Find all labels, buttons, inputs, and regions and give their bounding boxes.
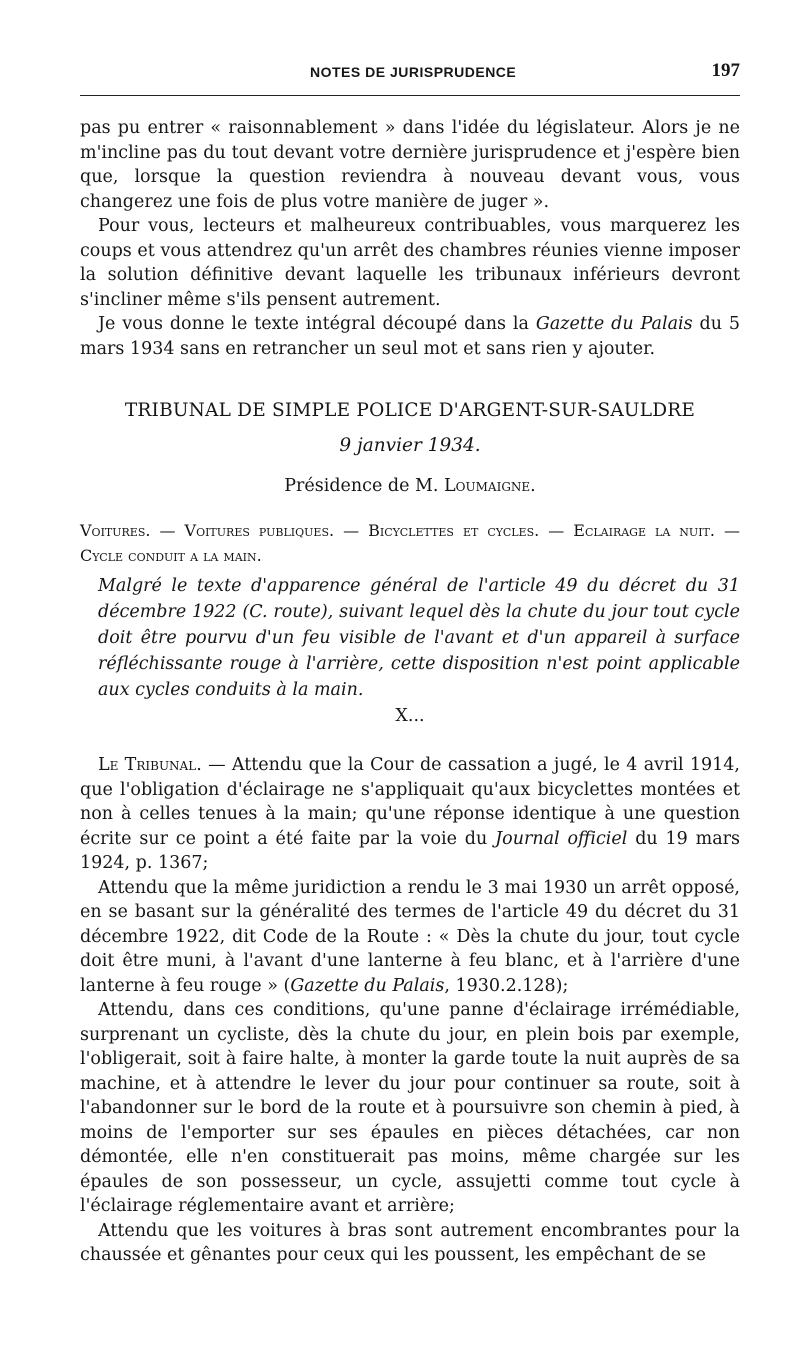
intro-p3-text: Je vous donne le texte intégral découpé dans la [98, 314, 536, 334]
page-header [80, 60, 740, 84]
judgment-paragraph-3: Attendu, dans ces conditions, qu'une panne d'éclairage irrémédiable, surprenant un cycliste, dès la chute du jour, en plein bois par exemple, l'obligerait, soit à faire halte, à monter la garde toute la nuit auprès de sa machine, et à attendre le lever du jour pour continuer sa route, soit à l'abandonner sur le bord de la route et à poursuivre son chemin à pied, à moins de l'emporter sur ses épaules en pièces détachées, car non démontée, elle n'en constituerait pas moins, même chargée sur les épaules de son possesseur, un cycle, assujetti comme tout cycle à l'éclairage réglementaire avant et arrière; [80, 1000, 740, 1216]
case-summary: Malgré le texte d'apparence général de l'article 49 du décret du 31 décembre 1922 (C. route), suivant lequel dès la chute du jour tout cycle doit être pourvu d'un feu visible de l'avant et d'un appareil à surface réfléchissante rouge à l'arrière, cette disposition n'est point applicable aux cycles conduits à la main. [98, 576, 740, 700]
tribunal-label: Le Tribunal. [98, 755, 202, 775]
intro-section [80, 116, 740, 361]
page-number: 197 [711, 60, 740, 81]
gazette-citation: Gazette du Palais [290, 975, 445, 996]
judgment-p1-text-end: du 19 mars 1924, p. 1367; [80, 828, 740, 873]
subject-keywords: Voitures. — Voitures publiques. — Bicyclettes et cycles. — Eclairage la nuit. — Cycle conduit a la main. [80, 521, 740, 565]
presidence-prefix: Présidence de M. [284, 476, 445, 496]
court-name: TRIBUNAL DE SIMPLE POLICE D'ARGENT-SUR-SAULDRE [124, 400, 696, 421]
header-rule [80, 95, 740, 96]
judgment-p2-text-end: , 1930.2.128); [444, 975, 569, 996]
judgment-paragraph-1 [80, 753, 740, 876]
decision-date: 9 janvier 1934. [339, 435, 481, 456]
intro-paragraph-1: pas pu entrer « raisonnablement » dans l'idée du législateur. Alors je ne m'incline pas du tout devant votre dernière jurisprudence et j'espère bien que, lorsque la question reviendra à nouveau devant vous, vous changerez une fois de plus votre manière de juger ». [80, 118, 740, 212]
intro-paragraph-2: Pour vous, lecteurs et malheureux contribuables, vous marquerez les coups et vous attendrez qu'un arrêt des chambres réunies vienne imposer la solution définitive devant laquelle les tribunaux inférieurs devront s'incliner même s'ils pensent autrement. [80, 216, 740, 310]
judgment-section [80, 753, 740, 1268]
judgment-paragraph-4: Attendu que les voitures à bras sont autrement encombrantes pour la chaussée et gênantes pour ceux qui les poussent, les empêchant de se [80, 1220, 740, 1265]
intro-paragraph-3 [80, 312, 740, 361]
gazette-title: Gazette du Palais [535, 314, 693, 334]
judgment-p2-text: Attendu que la même juridiction a rendu le 3 mai 1930 un arrêt opposé, en se basant sur la généralité des termes de l'article 49 du décret du 31 décembre 1922, dit Code de la Route : « Dès la chute du jour, tout cycle doit être muni, à l'avant d'une lanterne à feu blanc, et à l'arrière d'une lanterne à feu rouge » ( [80, 877, 740, 996]
intro-p3-text-end: du 5 mars 1934 sans en retrancher un seul mot et sans rien y ajouter. [80, 314, 740, 359]
journal-officiel-title: Journal officiel [495, 828, 628, 849]
judgment-p1-text: — Attendu que la Cour de cassation a jugé, le 4 avril 1914, que l'obligation d'éclairage ne s'appliquait qu'aux bicyclettes montées et non à celles tenues à la main; qu'une réponse identique à une question écrite sur ce point a été faite par la voie du [80, 755, 740, 849]
presidence-line [80, 476, 740, 496]
president-name: Loumaigne. [444, 476, 536, 496]
running-title: NOTES DE JURISPRUDENCE [310, 64, 517, 80]
judgment-paragraph-2 [80, 876, 740, 999]
party-name: X... [395, 706, 425, 726]
